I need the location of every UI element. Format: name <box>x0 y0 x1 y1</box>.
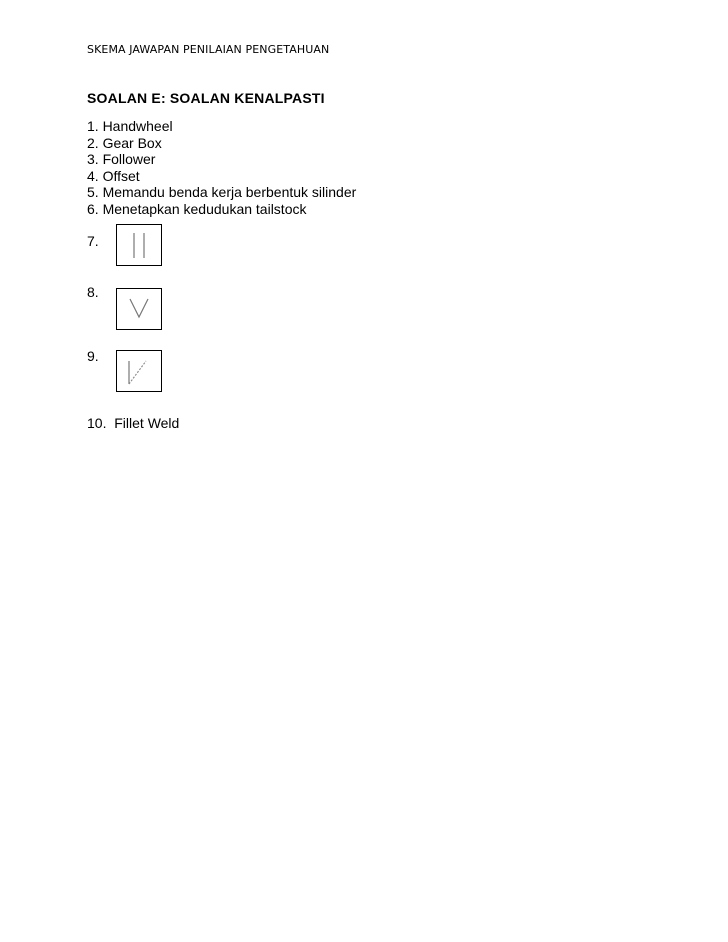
answer-item: 3. Follower <box>87 151 156 167</box>
symbol-number: 9. <box>87 348 99 364</box>
answer-item: 4. Offset <box>87 167 140 184</box>
page-header: SKEMA JAWAPAN PENILAIAN PENGETAHUAN <box>87 43 330 56</box>
answer-item-10: 10. Fillet Weld <box>87 415 180 431</box>
answer-item: 6. Menetapkan kedudukan tailstock <box>87 200 307 217</box>
bevel-groove-weld-symbol-icon <box>116 350 162 392</box>
answer-item: 2. Gear Box <box>87 134 162 151</box>
answer-item: 5. Memandu benda kerja berbentuk silinder <box>87 184 357 200</box>
answer-item: 1. Handwheel <box>87 118 173 134</box>
parallel-lines-weld-symbol-icon <box>116 224 162 266</box>
v-groove-weld-symbol-icon <box>116 288 162 330</box>
symbol-number: 8. <box>87 284 99 300</box>
symbol-number: 7. <box>87 233 99 249</box>
answer-list <box>87 118 356 217</box>
section-title: SOALAN E: SOALAN KENALPASTI <box>87 90 325 106</box>
